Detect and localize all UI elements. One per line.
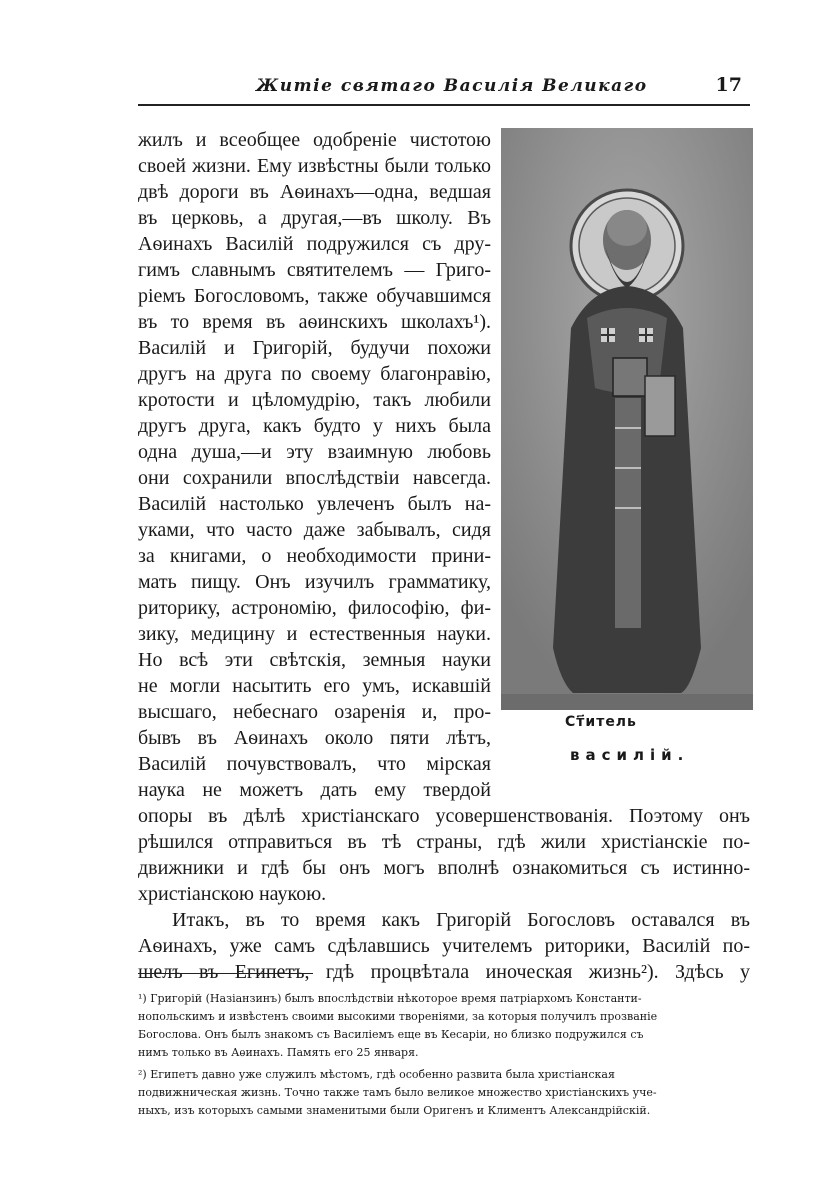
text-line: кротости и цѣломудрію, такъ любили bbox=[138, 389, 491, 411]
footnote-line: нимъ только въ Аѳинахъ. Память его 25 января. bbox=[138, 1046, 419, 1059]
text-line: гимъ славнымъ святителемъ — Григо- bbox=[138, 259, 491, 281]
text-line: ріемъ Богословомъ, также обучавшимся bbox=[138, 285, 491, 307]
text-line: опоры въ дѣлѣ христіанскаго усовершенствованія. Поэтому онъ bbox=[138, 805, 750, 827]
text-line: Итакъ, въ то время какъ Григорій Богословъ оставался въ bbox=[172, 909, 750, 931]
footnote-line: подвижническая жизнь. Точно также тамъ было великое множество христіанскихъ уче- bbox=[138, 1086, 657, 1099]
text-line: въ то время въ аѳинскихъ школахъ¹). bbox=[138, 311, 491, 333]
saint-figure-icon bbox=[501, 128, 753, 710]
text-line: христіанскою наукою. bbox=[138, 883, 327, 905]
saint-basil-illustration bbox=[501, 128, 753, 710]
text-line: двѣ дороги въ Аѳинахъ—одна, ведшая bbox=[138, 181, 491, 203]
text-line: Аѳинахъ, уже самъ сдѣлавшись учителемъ риторики, Василій по- bbox=[138, 935, 750, 957]
text-line: Аѳинахъ Василій подружился съ дру- bbox=[138, 233, 491, 255]
text-line: другъ друга, какъ будто у нихъ была bbox=[138, 415, 491, 437]
footnote-line: Богослова. Онъ былъ знакомъ съ Василіемъ еще въ Кесаріи, но близко подружился съ bbox=[138, 1028, 644, 1041]
text-line: они сохранили впослѣдствіи навсегда. bbox=[138, 467, 491, 489]
text-line: шелъ въ Египетъ, гдѣ процвѣтала иноческая жизнь²). Здѣсь у bbox=[138, 961, 750, 983]
running-title: Житіе святаго Василія Великаго bbox=[256, 76, 648, 96]
running-header bbox=[138, 74, 750, 106]
text-line: другъ на друга по своему благонравію, bbox=[138, 363, 491, 385]
figure-caption-title: Ст҃итель bbox=[565, 714, 637, 730]
text-line: Василій почувствовалъ, что мірская bbox=[138, 753, 491, 775]
text-line: Василій настолько увлеченъ былъ на- bbox=[138, 493, 491, 515]
text-line: высшаго, небеснаго озаренія и, про- bbox=[138, 701, 491, 723]
text-line: Но всѣ эти свѣтскія, земныя науки bbox=[138, 649, 491, 671]
text-line: Василій и Григорій, будучи похожи bbox=[138, 337, 491, 359]
text-line: рѣшился отправиться въ тѣ страны, гдѣ жили христіанскіе по- bbox=[138, 831, 750, 853]
text-line: движники и гдѣ бы онъ могъ вполнѣ ознакомиться съ истинно- bbox=[138, 857, 750, 879]
footnote-line: ¹) Григорій (Назіанзинъ) былъ впослѣдствіи нѣкоторое время патріархомъ Константи- bbox=[138, 992, 642, 1005]
text-line: не могли насытить его умъ, искавшій bbox=[138, 675, 491, 697]
text-line: своей жизни. Ему извѣстны были только bbox=[138, 155, 491, 177]
footnote-line: ныхъ, изъ которыхъ самыми знаменитыми были Оригенъ и Климентъ Александрійскій. bbox=[138, 1104, 651, 1117]
page-number: 17 bbox=[715, 74, 742, 96]
text-line: въ церковь, а другая,—въ школу. Въ bbox=[138, 207, 491, 229]
text-line: бывъ въ Аѳинахъ около пяти лѣтъ, bbox=[138, 727, 491, 749]
figure-caption-name: василій. bbox=[570, 746, 690, 764]
text-line: риторику, астрономію, философію, фи- bbox=[138, 597, 491, 619]
footnote-line: нопольскимъ и извѣстенъ своими высокими твореніями, за которыя получилъ прозваніе bbox=[138, 1010, 658, 1023]
text-line: жилъ и всеобщее одобреніе чистотою bbox=[138, 129, 491, 151]
text-line: одна душа,—и эту взаимную любовь bbox=[138, 441, 491, 463]
footnote-divider bbox=[138, 973, 313, 974]
text-line: за книгами, о необходимости прини- bbox=[138, 545, 491, 567]
text-line: мать пищу. Онъ изучилъ грамматику, bbox=[138, 571, 491, 593]
footnote-line: ²) Египетъ давно уже служилъ мѣстомъ, гдѣ особенно развита была христіанская bbox=[138, 1068, 615, 1081]
text-line: уками, что часто даже забывалъ, сидя bbox=[138, 519, 491, 541]
text-line: наука не можетъ дать ему твердой bbox=[138, 779, 491, 801]
text-line: зику, медицину и естественныя науки. bbox=[138, 623, 491, 645]
